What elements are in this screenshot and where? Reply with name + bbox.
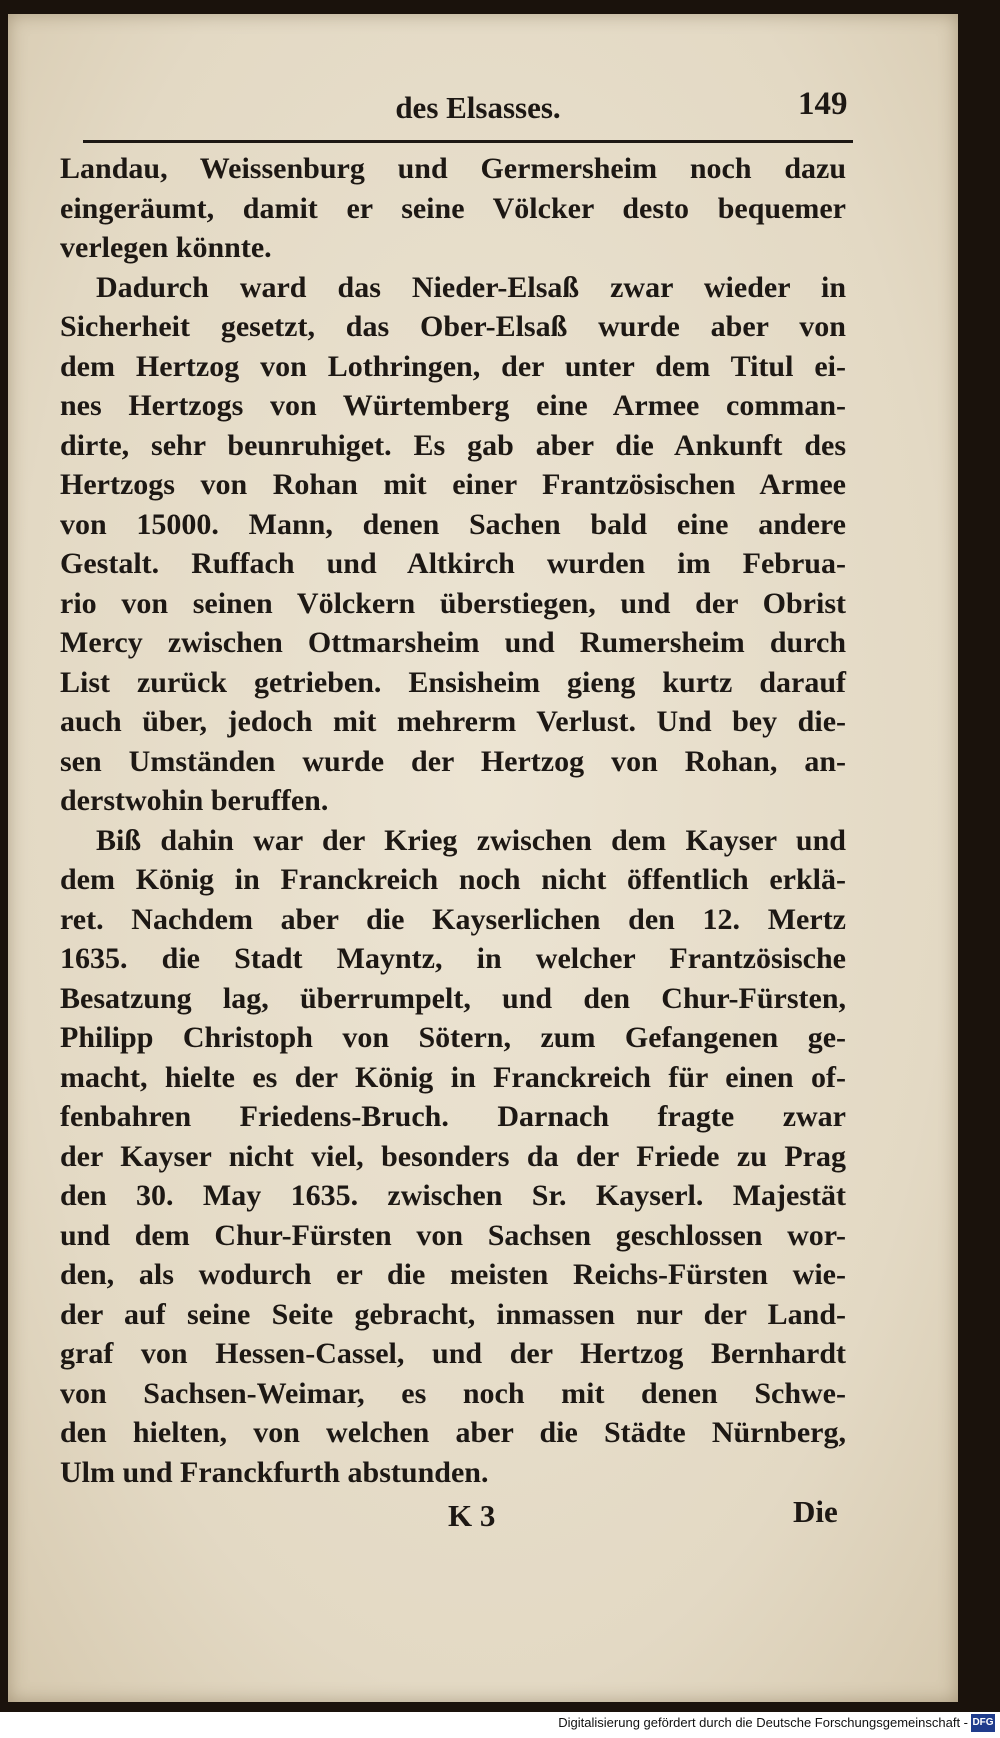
text-line: von Sachsen-Weimar, es noch mit denen Schwe- bbox=[60, 1376, 846, 1410]
text-line: Philipp Christoph von Sötern, zum Gefangenen ge- bbox=[60, 1021, 846, 1054]
text-line: List zurück getrieben. Ensisheim gieng kurtz darauf bbox=[60, 665, 846, 699]
text-line: den 30. May 1635. zwischen Sr. Kayserl. Majestät bbox=[60, 1179, 846, 1212]
text-line: macht, hielte es der König in Franckreich für einen of- bbox=[60, 1060, 846, 1094]
text-line: Landau, Weissenburg und Germersheim noch dazu bbox=[60, 152, 846, 185]
text-line: und dem Chur-Fürsten von Sachsen geschlossen wor- bbox=[60, 1218, 846, 1252]
text-line: der Kayser nicht viel, besonders da der Friede zu Prag bbox=[60, 1139, 846, 1173]
text-line: der auf seine Seite gebracht, inmassen nur der Land- bbox=[60, 1297, 846, 1331]
text-line: von 15000. Mann, denen Sachen bald eine andere bbox=[60, 507, 846, 541]
running-title: des Elsasses. bbox=[395, 90, 561, 125]
book-page bbox=[8, 14, 958, 1702]
text-line: fenbahren Friedens-Bruch. Darnach fragte zwar bbox=[60, 1100, 846, 1133]
header-rule bbox=[83, 140, 853, 143]
text-line: dem Hertzog von Lothringen, der unter dem Titul ei- bbox=[60, 349, 846, 383]
text-line: verlegen könnte. bbox=[60, 231, 272, 264]
text-line: nes Hertzogs von Würtemberg eine Armee comman- bbox=[60, 389, 846, 422]
text-line: den, als wodurch er die meisten Reichs-Fürsten wie- bbox=[60, 1258, 846, 1291]
text-line: Biß dahin war der Krieg zwischen dem Kayser und bbox=[96, 823, 846, 857]
text-line: ret. Nachdem aber die Kayserlichen den 12. Mertz bbox=[60, 902, 846, 936]
page-body bbox=[60, 149, 846, 1492]
text-line: Dadurch ward das Nieder-Elsaß zwar wieder in bbox=[96, 270, 846, 304]
text-line: Gestalt. Ruffach und Altkirch wurden im Februa- bbox=[60, 547, 846, 580]
text-line: Sicherheit gesetzt, das Ober-Elsaß wurde aber von bbox=[60, 310, 846, 343]
catchword: Die bbox=[793, 1494, 838, 1529]
text-line: dirte, sehr beunruhiget. Es gab aber die Ankunft des bbox=[60, 428, 846, 462]
text-line: Mercy zwischen Ottmarsheim und Rumersheim durch bbox=[60, 626, 846, 659]
page-number: 149 bbox=[798, 86, 848, 122]
dfg-logo: DFG bbox=[971, 1714, 995, 1732]
digitization-credit: Digitalisierung gefördert durch die Deutsche Forschungsgemeinschaft - bbox=[558, 1715, 968, 1730]
text-line: 1635. die Stadt Mayntz, in welcher Frantzösische bbox=[60, 942, 846, 975]
text-line: dem König in Franckreich noch nicht öffentlich erklä- bbox=[60, 863, 846, 896]
text-line: derstwohin beruffen. bbox=[60, 784, 329, 817]
text-line: eingeräumt, damit er seine Völcker desto bequemer bbox=[60, 191, 846, 225]
text-line: graf von Hessen-Cassel, und der Hertzog Bernhardt bbox=[60, 1337, 846, 1370]
text-line: Besatzung lag, überrumpelt, und den Chur-Fürsten, bbox=[60, 981, 846, 1015]
signature-mark: K 3 bbox=[448, 1498, 496, 1533]
text-line: Hertzogs von Rohan mit einer Frantzösischen Armee bbox=[60, 468, 846, 501]
text-line: auch über, jedoch mit mehrerm Verlust. Und bey die- bbox=[60, 705, 846, 738]
text-line: rio von seinen Völckern überstiegen, und der Obrist bbox=[60, 586, 846, 620]
text-line: sen Umständen wurde der Hertzog von Rohan, an- bbox=[60, 744, 846, 778]
text-line: Ulm und Franckfurth abstunden. bbox=[60, 1455, 489, 1489]
text-line: den hielten, von welchen aber die Städte Nürnberg, bbox=[60, 1416, 846, 1449]
